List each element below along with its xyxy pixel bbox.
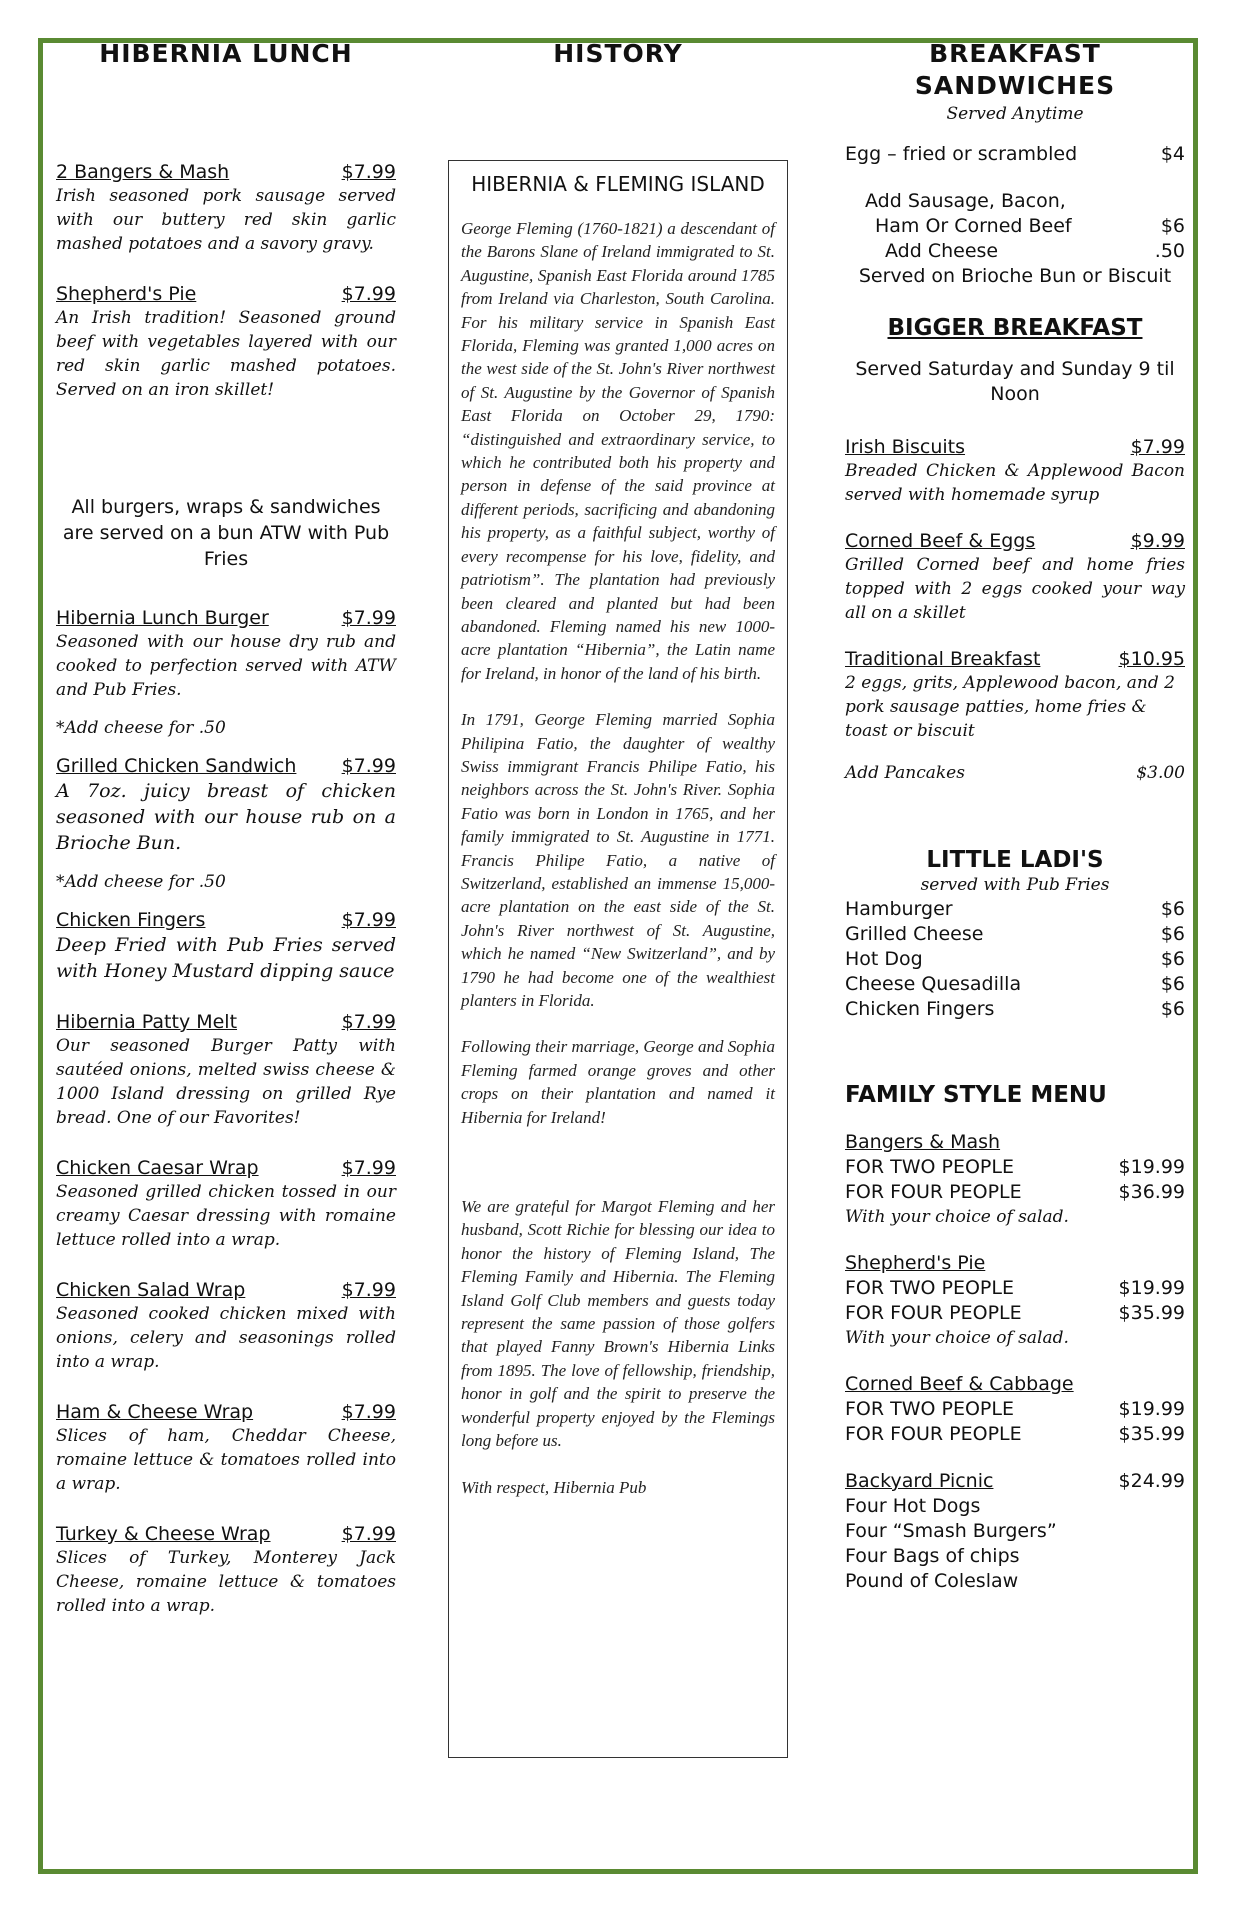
kids-item-name: Cheese Quesadilla	[845, 973, 1022, 995]
item-name: Traditional Breakfast	[845, 648, 1041, 670]
item-name: Shepherd's Pie	[56, 283, 197, 305]
history-paragraph: We are grateful for Margot Fleming and her husband, Scott Richie for blessing our idea to honor the history of Fleming Island, The Fleming Family and Hibernia. The Fleming Island Golf Club members and guests today represent the same passion of those golfers that played Fanny Brown's Hibernia Links from 1895. The love of fellowship, friendship, honor in golf and the spirit to preserve the wonderful property enjoyed by the Flemings long before us.	[461, 1197, 775, 1451]
family-row-price: $35.99	[1118, 1423, 1185, 1445]
family-row-label: FOR FOUR PEOPLE	[845, 1181, 1022, 1203]
picnic-line: Four Bags of chips	[845, 1545, 1020, 1567]
family-row-price: $19.99	[1118, 1277, 1185, 1299]
item-price: $7.99	[341, 1523, 396, 1545]
menu-item	[56, 1010, 396, 1130]
lunch-column	[56, 38, 396, 1644]
item-price: $7.99	[341, 1011, 396, 1033]
kids-item-price: $6	[1160, 948, 1185, 970]
kids-item-price: $6	[1160, 923, 1185, 945]
lunch-heading: HIBERNIA LUNCH	[99, 39, 353, 68]
kids-item-name: Hamburger	[845, 898, 953, 920]
history-paragraph: George Fleming (1760-1821) a descendant of the Barons Slane of Ireland immigrated to St. Augustine, Spanish East Florida around 1785 from Ireland via Charleston, South Carolina. For his military service in Spanish East Florida, Fleming was granted 1,000 acres on the west side of the St. John's River northwest of St. Augustine by the Governor of Spanish East Florida on October 29, 1790: “distinguished and extraordinary service, to which he contributed both his property and person in defense of the said province at different periods, sacrificing and abandoning his property, as a faithful subject, worthy of every recompense for his love, fidelity, and patriotism”. The plantation had previously been cleared and planted but had been abandoned. Fleming named his new 1000-acre plantation “Hibernia”, the Latin name for Ireland, in honor of the land of his birth.	[461, 219, 775, 683]
pancakes-price: $3.00	[1136, 763, 1185, 783]
kids-item-row	[845, 947, 1185, 972]
item-name: Hibernia Lunch Burger	[56, 607, 269, 629]
cheese-note: *Add cheese for .50	[56, 718, 226, 738]
history-paragraph: In 1791, George Fleming married Sophia Philipina Fatio, the daughter of wealthy Swiss immigrant Francis Philipe Fatio, his neighbors across the St. John's River. Sophia Fatio was born in London in 1765, and her family immigrated to St. Augustine in 1771. Francis Philipe Fatio, a native of Switzerland, established an immense 15,000-acre plantation on the east side of the St. John's River northwest of St. Augustine, which he named “New Switzerland”, and by 1790 he had become one of the wealthiest planters in Florida.	[461, 710, 775, 1010]
menu-item	[56, 282, 396, 402]
kids-item-row	[845, 922, 1185, 947]
history-heading: HISTORY	[553, 39, 683, 68]
item-description: Slices of Turkey, Monterey Jack Cheese, romaine lettuce & tomatoes rolled into a wrap.	[56, 1548, 396, 1616]
family-group	[845, 1372, 1185, 1447]
kids-item-row	[845, 972, 1185, 997]
pancakes-label: Add Pancakes	[845, 763, 965, 783]
picnic-group	[845, 1469, 1185, 1594]
family-group-name: Shepherd's Pie	[845, 1252, 986, 1274]
menu-item	[56, 754, 396, 856]
picnic-name: Backyard Picnic	[845, 1470, 994, 1492]
family-row	[845, 1422, 1185, 1447]
kids-item-price: $6	[1160, 998, 1185, 1020]
family-row-label: FOR TWO PEOPLE	[845, 1398, 1014, 1420]
pancakes-row	[845, 761, 1185, 785]
family-row-price: $35.99	[1118, 1302, 1185, 1324]
item-description: Breaded Chicken & Applewood Bacon served with homemade syrup	[845, 461, 1185, 505]
history-paragraph: Following their marriage, George and Sophia Fleming farmed orange groves and other crops on their plantation and named it Hibernia for Ireland!	[461, 1037, 775, 1127]
item-name: Corned Beef & Eggs	[845, 530, 1036, 552]
item-name: Turkey & Cheese Wrap	[56, 1523, 271, 1545]
item-description: A 7oz. juicy breast of chicken seasoned with our house rub on a Brioche Bun.	[56, 780, 396, 854]
item-description: Slices of ham, Cheddar Cheese, romaine lettuce & tomatoes rolled into a wrap.	[56, 1426, 396, 1494]
kids-item-price: $6	[1160, 898, 1185, 920]
item-description: Our seasoned Burger Patty with sautéed onions, melted swiss cheese & 1000 Island dressing on grilled Rye bread. One of our Favorites!	[56, 1036, 396, 1128]
item-price: $7.99	[341, 1157, 396, 1179]
item-name: Grilled Chicken Sandwich	[56, 755, 297, 777]
kids-item-name: Hot Dog	[845, 948, 923, 970]
item-price: $7.99	[341, 755, 396, 777]
menu-item	[56, 160, 396, 256]
family-row	[845, 1180, 1185, 1205]
add-meat-label-2: Ham Or Corned Beef	[875, 215, 1072, 237]
picnic-line: Four Hot Dogs	[845, 1495, 981, 1517]
item-name: Chicken Fingers	[56, 909, 206, 931]
history-column	[448, 38, 788, 70]
kids-item-price: $6	[1160, 973, 1185, 995]
item-description: An Irish tradition! Seasoned ground beef with vegetables layered with our red skin garlic mashed potatoes. Served on an iron skillet!	[56, 308, 396, 400]
menu-item	[845, 529, 1185, 625]
add-cheese-price: .50	[1154, 240, 1185, 262]
egg-label: Egg – fried or scrambled	[845, 143, 1078, 165]
add-meat-row	[845, 214, 1185, 239]
breakfast-heading: BREAKFAST SANDWICHES	[914, 39, 1116, 100]
picnic-title-row	[845, 1469, 1185, 1494]
kids-item-row	[845, 997, 1185, 1022]
cheese-note: *Add cheese for .50	[56, 872, 226, 892]
served-on-note: Served on Brioche Bun or Biscuit	[858, 265, 1172, 287]
egg-row	[845, 142, 1185, 167]
item-description: Seasoned with our house dry rub and cooked to perfection served with ATW and Pub Fries.	[56, 632, 396, 700]
family-row-price: $36.99	[1118, 1181, 1185, 1203]
item-price: $7.99	[341, 283, 396, 305]
item-name: Hibernia Patty Melt	[56, 1011, 238, 1033]
item-description: Deep Fried with Pub Fries served with Honey Mustard dipping sauce	[56, 934, 396, 982]
menu-item	[845, 647, 1185, 743]
breakfast-column	[845, 38, 1185, 1594]
family-group-note: With your choice of salad.	[845, 1328, 1069, 1348]
item-description: 2 eggs, grits, Applewood bacon, and 2 pork sausage patties, home fries & toast or biscuit	[845, 673, 1175, 741]
item-description: Irish seasoned pork sausage served with our buttery red skin garlic mashed potatoes and a savory gravy.	[56, 186, 396, 254]
family-row-label: FOR FOUR PEOPLE	[845, 1423, 1022, 1445]
family-row	[845, 1301, 1185, 1326]
egg-price: $4	[1160, 143, 1185, 165]
item-price: $10.95	[1118, 648, 1185, 670]
family-row	[845, 1276, 1185, 1301]
item-description: Seasoned cooked chicken mixed with onions, celery and seasonings rolled into a wrap.	[56, 1304, 396, 1372]
family-row	[845, 1397, 1185, 1422]
add-cheese-row	[845, 239, 1185, 264]
menu-item	[56, 1400, 396, 1496]
family-row-label: FOR TWO PEOPLE	[845, 1156, 1014, 1178]
bigger-breakfast-title: BIGGER BREAKFAST	[887, 315, 1143, 341]
item-description: Grilled Corned beef and home fries topped with 2 eggs cooked your way all on a skillet	[845, 555, 1185, 623]
menu-item	[56, 908, 396, 984]
menu-item	[56, 1278, 396, 1374]
item-price: $7.99	[1130, 436, 1185, 458]
item-price: $7.99	[341, 1401, 396, 1423]
kids-menu-subtitle: served with Pub Fries	[920, 875, 1110, 895]
add-meat-label: Add Sausage, Bacon,	[865, 190, 1066, 212]
item-name: Chicken Salad Wrap	[56, 1279, 246, 1301]
family-menu-title: FAMILY STYLE MENU	[845, 1082, 1107, 1108]
family-row-price: $19.99	[1118, 1398, 1185, 1420]
family-row-label: FOR TWO PEOPLE	[845, 1277, 1014, 1299]
family-row	[845, 1155, 1185, 1180]
burger-note: All burgers, wraps & sandwiches are served on a bun ATW with Pub Fries	[62, 496, 390, 570]
add-cheese-label: Add Cheese	[885, 240, 999, 262]
bigger-breakfast-hours: Served Saturday and Sunday 9 til Noon	[855, 358, 1175, 405]
kids-item-name: Chicken Fingers	[845, 998, 995, 1020]
item-price: $9.99	[1130, 530, 1185, 552]
family-row-price: $19.99	[1118, 1156, 1185, 1178]
history-title: HIBERNIA & FLEMING ISLAND	[471, 172, 765, 196]
kids-item-name: Grilled Cheese	[845, 923, 984, 945]
item-price: $7.99	[341, 1279, 396, 1301]
history-signoff: With respect, Hibernia Pub	[461, 1477, 647, 1497]
menu-item	[56, 1522, 396, 1618]
picnic-line: Pound of Coleslaw	[845, 1570, 1019, 1592]
item-name: 2 Bangers & Mash	[56, 161, 230, 183]
family-group-name: Bangers & Mash	[845, 1131, 1001, 1153]
item-name: Ham & Cheese Wrap	[56, 1401, 254, 1423]
item-price: $7.99	[341, 161, 396, 183]
kids-item-row	[845, 897, 1185, 922]
family-group-name: Corned Beef & Cabbage	[845, 1373, 1074, 1395]
family-group	[845, 1251, 1185, 1350]
menu-item	[56, 606, 396, 702]
item-name: Chicken Caesar Wrap	[56, 1157, 259, 1179]
family-group-note: With your choice of salad.	[845, 1207, 1069, 1227]
item-price: $7.99	[341, 909, 396, 931]
kids-menu-title: LITTLE LADI'S	[926, 847, 1104, 873]
picnic-line: Four “Smash Burgers”	[845, 1520, 1057, 1542]
item-description: Seasoned grilled chicken tossed in our creamy Caesar dressing with romaine lettuce rolled into a wrap.	[56, 1182, 396, 1250]
family-row-label: FOR FOUR PEOPLE	[845, 1302, 1022, 1324]
menu-item	[56, 1156, 396, 1252]
breakfast-subheading: Served Anytime	[946, 104, 1084, 124]
add-meat-price: $6	[1160, 215, 1185, 237]
menu-item	[845, 435, 1185, 507]
history-box	[448, 160, 788, 1758]
family-group	[845, 1130, 1185, 1229]
item-name: Irish Biscuits	[845, 436, 966, 458]
picnic-price: $24.99	[1118, 1470, 1185, 1492]
item-price: $7.99	[341, 607, 396, 629]
